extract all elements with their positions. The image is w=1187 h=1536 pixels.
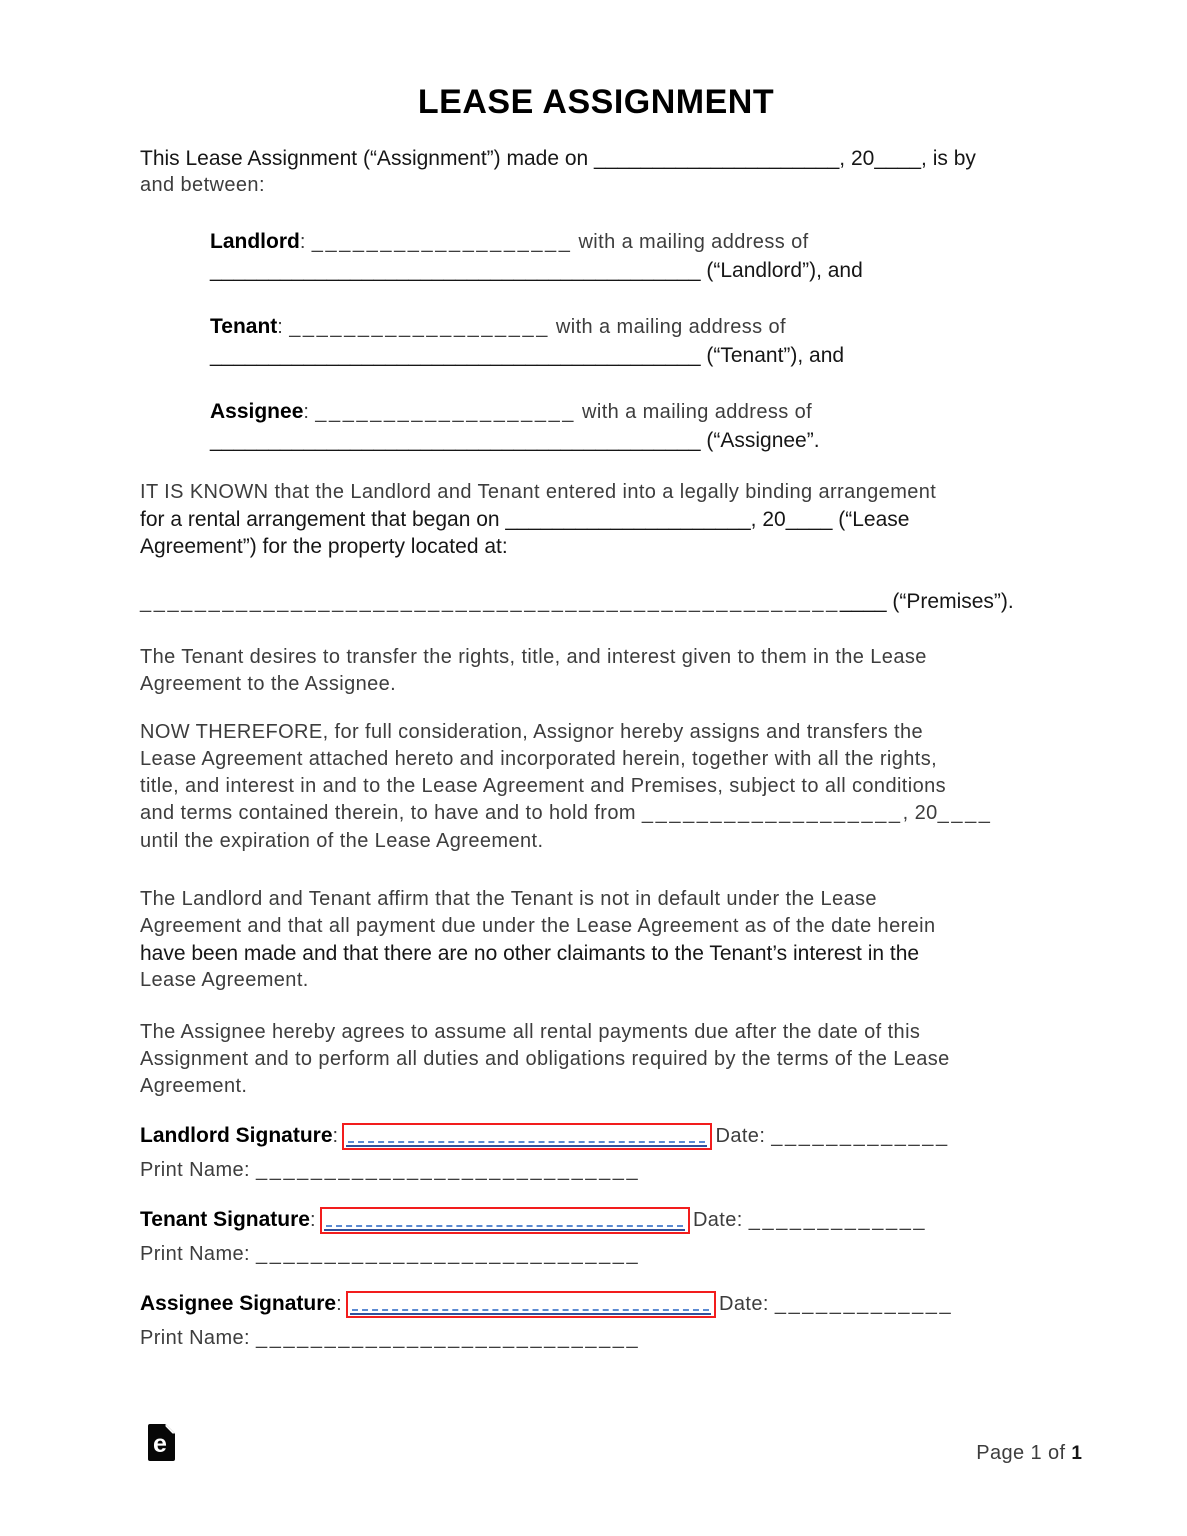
tenant-name-blank: ___________________ — [289, 316, 550, 338]
page-title: LEASE ASSIGNMENT — [417, 83, 775, 121]
landlord-signature-field[interactable] — [342, 1123, 712, 1150]
assignee-print-name-label: Print Name: — [140, 1327, 250, 1349]
assignee-date-blank: _____________ — [774, 1293, 954, 1315]
assignee-print-name-blank: ____________________________ — [256, 1327, 641, 1349]
landlord-print-name-blank: ____________________________ — [256, 1159, 641, 1181]
party-label-tenant: Tenant — [210, 315, 278, 338]
eforms-logo — [148, 1424, 175, 1466]
intro-line-2: and between: — [140, 174, 265, 196]
page-footer — [148, 1424, 1082, 1466]
tenant-date-blank: _____________ — [748, 1209, 928, 1231]
desires-paragraph: The Tenant desires to transfer the rights, title, and interest given to them in the Lease Agreement to the Assignee. — [140, 646, 927, 695]
signature-dashed-line — [348, 1141, 705, 1143]
hold-from-date-blank: ___________________ — [641, 802, 903, 824]
signature-block-landlord: Landlord Signature: Date: _____________ Print Name: ____________________________ — [140, 1124, 950, 1181]
landlord-signature-label: Landlord Signature — [140, 1124, 333, 1147]
tenant-date-label: Date: — [692, 1209, 743, 1231]
document-page — [140, 0, 1052, 1353]
party-list — [140, 228, 1052, 456]
intro-line-1: This Lease Assignment (“Assignment”) made on _____________________, 20____, is by — [140, 147, 976, 170]
landlord-date-label: Date: — [715, 1125, 766, 1147]
party-block-landlord: Landlord: ___________________ with a mailing address of __________________________________________ (“Landlord”), and — [210, 230, 863, 282]
assignee-signature-field[interactable] — [346, 1291, 716, 1318]
signature-block-tenant: Tenant Signature: Date: _____________ Print Name: ____________________________ — [140, 1208, 928, 1265]
signature-underline — [324, 1229, 685, 1231]
document-icon — [148, 1424, 175, 1461]
signature-dashed-line — [352, 1309, 709, 1311]
page-number: Page 1 of 1 — [976, 1442, 1082, 1464]
agrees-paragraph: The Assignee hereby agrees to assume all rental payments due after the date of this Assignment and to perform all duties and obligations required by the terms of the Lease Agreement. — [140, 1021, 950, 1097]
tenant-address-blank: __________________________________________ — [210, 344, 701, 367]
tenant-signature-label: Tenant Signature — [140, 1208, 310, 1231]
tenant-print-name-blank: ____________________________ — [256, 1243, 641, 1265]
party-label-assignee: Assignee — [210, 400, 304, 423]
assignee-signature-label: Assignee Signature — [140, 1292, 337, 1315]
tenant-print-name-label: Print Name: — [140, 1243, 250, 1265]
premises-address-blank: ___________________________________________________ — [140, 591, 840, 613]
intro-paragraph — [140, 145, 1052, 199]
lease-start-date-line: for a rental arrangement that began on _____________________, 20____ (“Lease — [140, 508, 910, 531]
affirm-paragraph: The Landlord and Tenant affirm that the Tenant is not in default under the Lease Agreement and that all payment due under the Lease Agreement as of the date herein have been made and that there are no other claimants to the Tenant’s interest in the Lease Agreement. — [140, 888, 936, 991]
landlord-address-blank: __________________________________________ — [210, 259, 701, 282]
signature-dashed-line — [326, 1225, 683, 1227]
assignee-date-label: Date: — [719, 1293, 769, 1315]
party-block-tenant: Tenant: ___________________ with a mailing address of __________________________________________ (“Tenant”), and — [210, 315, 845, 367]
therefore-paragraph: NOW THEREFORE, for full consideration, Assignor hereby assigns and transfers the Lease Agreement attached hereto and incorporated herein, together with all the rights, title, and interest in and to the Lease Agreement and Premises, subject to all conditions and terms contained therein, to have and to hold from ___________________, 20____ until the expiration of the Lease Agreement. — [140, 721, 993, 852]
landlord-print-name-label: Print Name: — [140, 1159, 250, 1181]
assignee-name-blank: ___________________ — [315, 401, 577, 423]
hold-from-year-blank: ____ — [937, 802, 993, 824]
landlord-date-blank: _____________ — [771, 1125, 950, 1147]
party-block-assignee: Assignee: ___________________ with a mailing address of __________________________________________ (“Assignee”. — [210, 400, 820, 452]
signature-underline — [346, 1145, 707, 1147]
signature-block-assignee: Assignee Signature: Date: _____________ Print Name: ____________________________ — [140, 1292, 954, 1349]
premises-line: _______________________________________________________ (“Premises”). — [140, 590, 1014, 613]
tenant-signature-field[interactable] — [320, 1207, 690, 1234]
landlord-name-blank: ___________________ — [311, 231, 573, 253]
signature-underline — [350, 1313, 711, 1315]
party-label-landlord: Landlord — [210, 230, 300, 253]
known-paragraph: IT IS KNOWN that the Landlord and Tenant entered into a legally binding arrangement for a rental arrangement that began on _____________________, 20____ (“Lease Agreement”) for the property located at: — [140, 479, 1052, 560]
assignee-address-blank: __________________________________________ — [210, 429, 701, 452]
logo-letter: e — [153, 1430, 167, 1458]
